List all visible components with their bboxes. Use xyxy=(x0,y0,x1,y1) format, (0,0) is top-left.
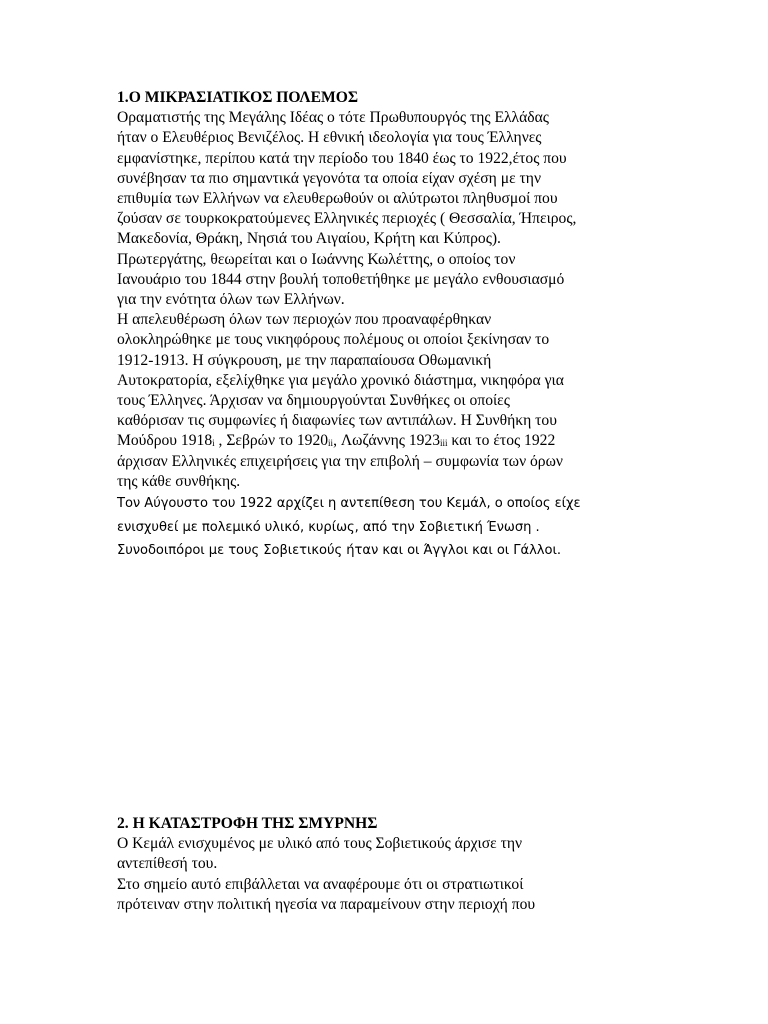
section-katastrofi-smyrnis xyxy=(117,814,657,915)
text-line: αντεπίθεσή του. xyxy=(117,855,218,873)
text-line: Οραματιστής της Μεγάλης Ιδέας ο τότε Πρωθυπουργός της Ελλάδας xyxy=(117,109,549,127)
treaty-text: , Σεβρών το 1920 xyxy=(214,432,329,450)
text-line: καθόρισαν τις συμφωνίες ή διαφωνίες των αντιπάλων. Η Συνθήκη του xyxy=(117,412,557,430)
section-heading: 1.Ο ΜΙΚΡΑΣΙΑΤΙΚΟΣ ΠΟΛΕΜΟΣ xyxy=(117,89,359,106)
footnote-marker[interactable]: ii xyxy=(328,438,334,449)
text-line: ήταν ο Ελευθέριος Βενιζέλος. Η εθνική ιδεολογία για τους Έλληνες xyxy=(117,129,542,147)
text-line: Συνοδοιπόροι με τους Σοβιετικούς ήταν και οι Άγγλοι και οι Γάλλοι. xyxy=(117,543,561,559)
text-line: ενισχυθεί με πολεμικό υλικό, κυρίως, από την Σοβιετική Ένωση . xyxy=(117,519,540,535)
treaty-line xyxy=(117,431,657,451)
text-line: για την ενότητα όλων των Ελλήνων. xyxy=(117,291,345,309)
text-line: Ιανουάριο του 1844 στην βουλή τοποθετήθηκε με μεγάλο ενθουσιασμό xyxy=(117,270,565,288)
text-line: Η απελευθέρωση όλων των περιοχών που προαναφέρθηκαν xyxy=(117,311,492,329)
footnote-marker[interactable]: iii xyxy=(440,438,448,449)
paragraph-kemal-enisxymenos xyxy=(117,834,657,874)
text-line: πρότειναν στην πολιτική ηγεσία να παραμείνουν στην περιοχή που xyxy=(117,895,536,913)
text-line: επιθυμία των Ελλήνων να ελευθερωθούν οι αλύτρωτοι πληθυσμοί που xyxy=(117,190,558,208)
text-line: ζούσαν σε τουρκοκρατούμενες Ελληνικές περιοχές ( Θεσσαλία, Ήπειρος, xyxy=(117,210,577,228)
text-line: Αυτοκρατορία, εξελίχθηκε για μεγάλο χρονικό διάστημα, νικηφόρα για xyxy=(117,371,564,389)
treaty-text: Μούδρου 1918 xyxy=(117,432,213,450)
footnote-marker[interactable]: i xyxy=(212,438,215,449)
text-line: εμφανίστηκε, περίπου κατά την περίοδο του 1840 έως το 1922,έτος που xyxy=(117,149,567,167)
text-line: της κάθε συνθήκης. xyxy=(117,472,241,490)
treaty-text: , Λωζάννης 1923 xyxy=(333,432,441,450)
text-line: Τον Αύγουστο του 1922 αρχίζει η αντεπίθεση του Κεμάλ, ο οποίος είχε xyxy=(117,496,581,512)
text-line: άρχισαν Ελληνικές επιχειρήσεις για την επιβολή – συμφωνία των όρων xyxy=(117,452,563,470)
text-line: Μακεδονία, Θράκη, Νησιά του Αιγαίου, Κρήτη και Κύπρος). xyxy=(117,230,501,248)
paragraph-megali-idea xyxy=(117,108,657,310)
paragraph-stratiotikoi xyxy=(117,875,657,915)
text-line: Πρωτεργάτης, θεωρείται και ο Ιωάννης Κωλέττης, ο οποίος τον xyxy=(117,250,516,268)
section-mikrasiatikos-polemos xyxy=(117,88,657,563)
paragraph-antepithesi-kemal xyxy=(117,492,657,563)
section-heading: 2. Η ΚΑΤΑΣΤΡΟΦΗ ΤΗΣ ΣΜΥΡΝΗΣ xyxy=(117,815,378,832)
text-line: Στο σημείο αυτό επιβάλλεται να αναφέρουμε ότι οι στρατιωτικοί xyxy=(117,875,524,893)
text-line: ολοκληρώθηκε με τους νικηφόρους πολέμους οι οποίοι ξεκίνησαν το xyxy=(117,331,550,349)
text-line: συνέβησαν τα πιο σημαντικά γεγονότα τα οποία είχαν σχέση με την xyxy=(117,169,541,187)
paragraph-apeleftherosi xyxy=(117,310,657,492)
text-line: 1912-1913. Η σύγκρουση, με την παραπαίουσα Οθωμανική xyxy=(117,351,492,369)
treaty-text: και το έτος 1922 xyxy=(447,432,556,450)
text-line: Ο Κεμάλ ενισχυμένος με υλικό από τους Σοβιετικούς άρχισε την xyxy=(117,835,523,853)
text-line: τους Έλληνες. Άρχισαν να δημιουργούνται Συνθήκες οι οποίες xyxy=(117,392,510,410)
